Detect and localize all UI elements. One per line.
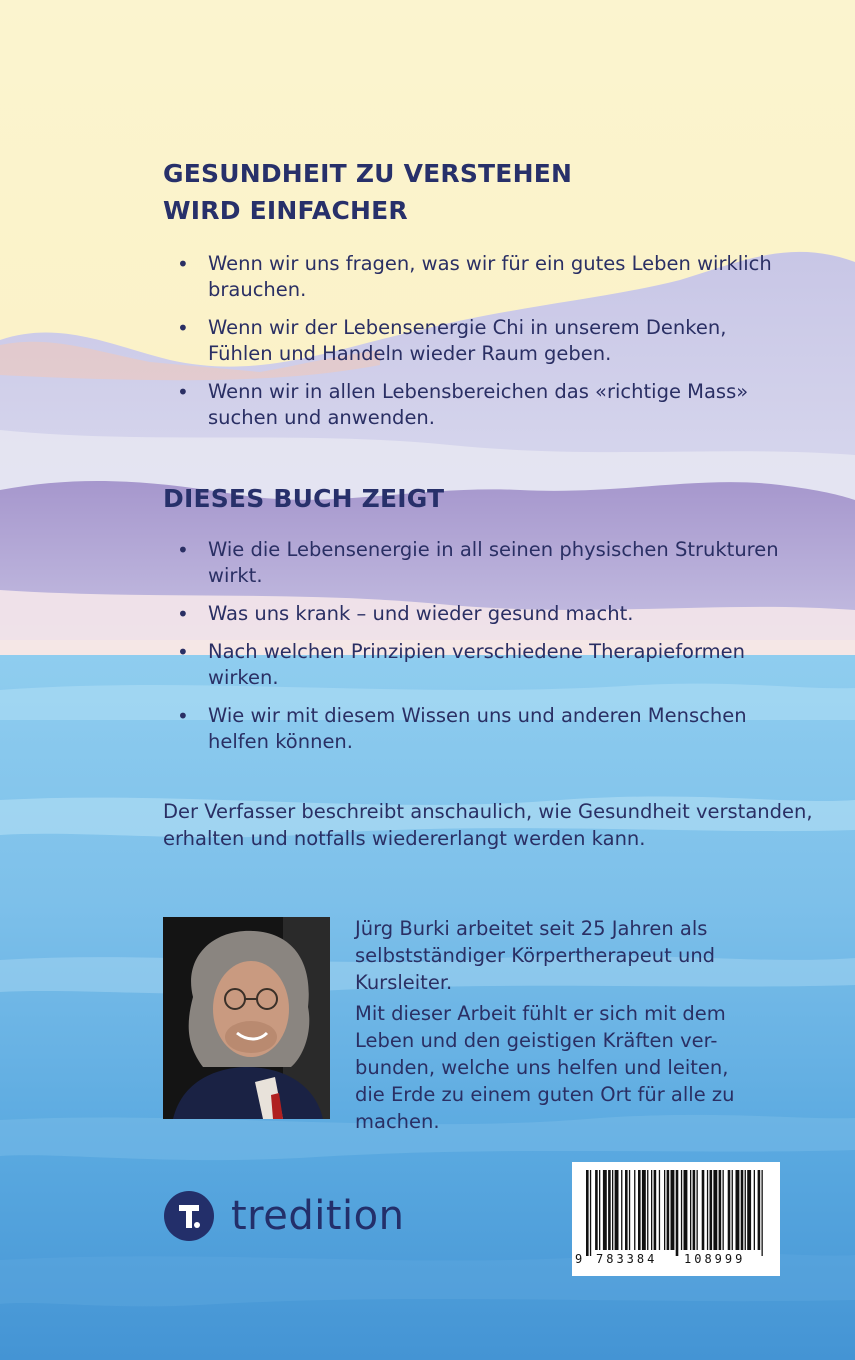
barcode-bar — [713, 1170, 717, 1250]
bullet-list-book — [163, 537, 813, 767]
list-item: • Was uns krank – und wieder gesund macht. — [163, 601, 813, 627]
barcode-bars — [586, 1170, 766, 1256]
barcode-bar — [723, 1170, 724, 1250]
barcode-bar — [754, 1170, 755, 1250]
barcode-bar — [590, 1170, 591, 1256]
list-item: • Wenn wir in allen Lebensbereichen das «richtige Mass» suchen und anwenden. — [163, 379, 813, 431]
barcode-bar — [612, 1170, 613, 1250]
list-item: • Nach welchen Prinzipien verschiedene Therapieformen wirken. — [163, 639, 813, 691]
barcode-bar — [707, 1170, 708, 1250]
barcode-bar — [762, 1170, 763, 1256]
list-item: • Wie die Lebensenergie in all seinen physischen Strukturen wirkt. — [163, 537, 813, 589]
barcode-digits-left: 783384 — [596, 1252, 658, 1266]
barcode-bar — [651, 1170, 652, 1250]
summary-paragraph: Der Verfasser beschreibt anschaulich, wie Gesundheit verstanden, erhalten und notfalls wiedererlangt werden kann. — [163, 800, 813, 850]
barcode-bar — [664, 1170, 665, 1250]
bullet-list-health — [163, 251, 813, 443]
barcode-bar — [595, 1170, 598, 1250]
barcode-bar — [732, 1170, 733, 1250]
barcode-bar — [625, 1170, 628, 1250]
barcode-bar — [697, 1170, 698, 1250]
barcode-bar — [710, 1170, 713, 1250]
barcode-digits-right: 108999 — [684, 1252, 746, 1266]
section-heading-health — [163, 155, 572, 229]
list-item: • Wenn wir der Lebensenergie Chi in unserem Denken, Fühlen und Handeln wieder Raum geben. — [163, 315, 813, 367]
barcode-bar — [693, 1170, 696, 1250]
barcode-bar — [676, 1170, 679, 1256]
barcode-bar — [654, 1170, 657, 1250]
barcode-bar — [642, 1170, 646, 1250]
barcode-bar — [684, 1170, 688, 1250]
barcode-digit-prefix: 9 — [575, 1252, 583, 1266]
barcode-bar — [659, 1170, 660, 1250]
heading-line: GESUNDHEIT ZU VERSTEHEN — [163, 159, 573, 188]
barcode-bar — [671, 1170, 675, 1250]
section-heading-book: DIESES BUCH ZEIGT — [163, 484, 445, 513]
tredition-logo-icon — [163, 1190, 215, 1242]
barcode-bar — [638, 1170, 641, 1250]
publisher-logo — [163, 1188, 404, 1244]
heading-line: WIRD EINFACHER — [163, 196, 408, 225]
barcode-bar — [586, 1170, 589, 1256]
barcode-bar — [608, 1170, 611, 1250]
barcode-bar — [603, 1170, 607, 1250]
barcode-bar — [741, 1170, 744, 1250]
publisher-name: tredition — [231, 1193, 405, 1239]
author-photo — [163, 917, 330, 1119]
barcode-bar — [702, 1170, 705, 1250]
barcode-bar — [647, 1170, 648, 1250]
barcode-bar — [615, 1170, 619, 1250]
barcode-bar — [745, 1170, 746, 1250]
isbn-barcode — [572, 1162, 780, 1276]
barcode-bar — [728, 1170, 731, 1250]
barcode-bar — [634, 1170, 635, 1250]
barcode-bar — [736, 1170, 740, 1250]
barcode-bar — [599, 1170, 600, 1250]
barcode-bar — [758, 1170, 761, 1250]
list-item: • Wie wir mit diesem Wissen uns und anderen Menschen helfen können. — [163, 703, 813, 755]
barcode-bar — [719, 1170, 722, 1250]
author-bio-1: Jürg Burki arbeitet seit 25 Jahren als selbstständiger Körpertherapeut und Kursleiter. — [355, 917, 716, 994]
barcode-bar — [681, 1170, 682, 1250]
barcode-bar — [621, 1170, 622, 1250]
author-bio-2: Mit dieser Arbeit fühlt er sich mit dem Leben und den geistigen Kräften ver- bunden, welche uns helfen und leiten, die Erde zu einem guten Ort für alle zu machen. — [355, 1002, 735, 1133]
barcode-bar — [667, 1170, 670, 1250]
barcode-bar — [629, 1170, 630, 1250]
list-item: • Wenn wir uns fragen, was wir für ein gutes Leben wirklich brauchen. — [163, 251, 813, 303]
barcode-bar — [690, 1170, 691, 1250]
barcode-bar — [747, 1170, 751, 1250]
